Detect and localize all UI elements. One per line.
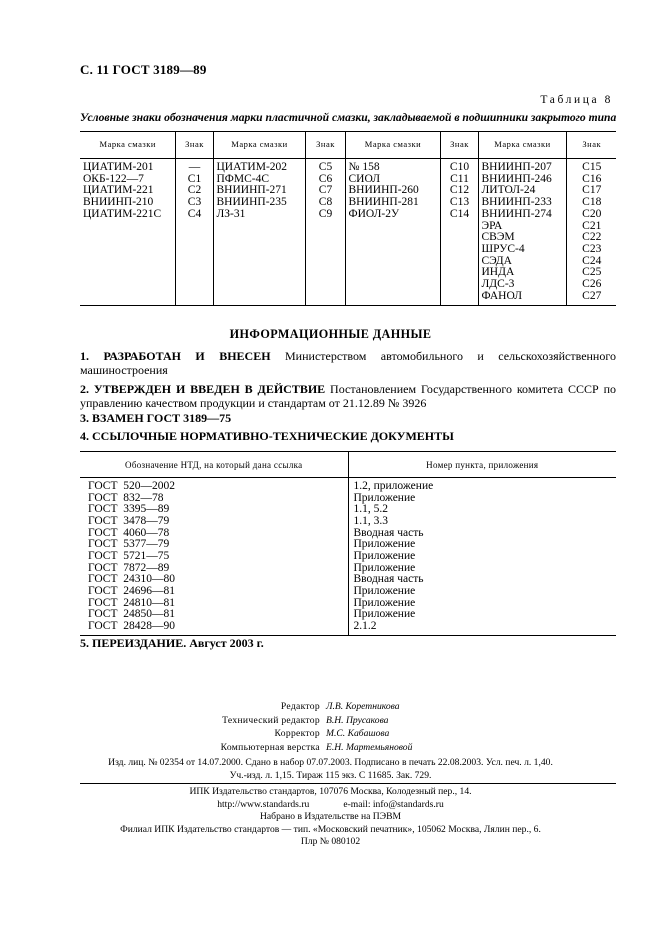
mark-sign: С11 xyxy=(440,174,478,186)
mark-sign: С21 xyxy=(566,221,616,233)
imprint-line: Изд. лиц. № 02354 от 14.07.2000. Сдано в набор 07.07.2003. Подписано в печать 22.08.2003. Усл. печ. л. 1,40. xyxy=(108,757,553,768)
column-header: Марка смазки xyxy=(213,132,305,159)
table-header-row xyxy=(80,132,616,159)
item-text: Постановлением Государственного комитета СССР по управлению качеством продукции и стандартам от 21.12.89 № 3926 xyxy=(80,382,617,410)
mark-sign xyxy=(305,221,345,233)
table-row xyxy=(80,551,616,563)
info-item-replaces xyxy=(80,411,616,425)
website-link[interactable]: http://www.standards.ru xyxy=(217,798,310,810)
mark-sign: С2 xyxy=(175,185,213,197)
mark-sign: С17 xyxy=(566,185,616,197)
table-row xyxy=(80,244,616,256)
document-designation: ГОСТ 3478—79 xyxy=(88,514,170,527)
mark-sign xyxy=(305,244,345,256)
clause-reference: Приложение xyxy=(348,539,616,551)
table-row xyxy=(80,209,616,221)
mark-sign xyxy=(175,256,213,268)
mark-sign xyxy=(440,256,478,268)
mark-sign xyxy=(305,256,345,268)
publisher-line: Набрано в Издательстве на ПЭВМ xyxy=(260,811,401,822)
grease-mark: ВНИИНП-210 xyxy=(83,196,154,209)
grease-mark xyxy=(345,232,440,244)
document-designation: ГОСТ 4060—78 xyxy=(88,526,170,539)
grease-mark xyxy=(80,244,175,256)
clause-reference: Приложение xyxy=(348,609,616,621)
table-row xyxy=(80,256,616,268)
clause-reference: 1.2, приложение xyxy=(348,478,616,493)
mark-sign xyxy=(305,267,345,279)
clause-reference: 1.1, 3.3 xyxy=(348,516,616,528)
document-designation: ГОСТ 28428—90 xyxy=(80,621,348,635)
table-row xyxy=(80,516,616,528)
mark-sign: С1 xyxy=(175,174,213,186)
grease-mark xyxy=(213,232,305,244)
table-row xyxy=(80,586,616,598)
mark-sign: С14 xyxy=(440,209,478,221)
column-header: Обозначение НТД, на который дана ссылка xyxy=(80,452,348,478)
mark-sign xyxy=(175,221,213,233)
grease-mark xyxy=(80,232,175,244)
table-row xyxy=(80,478,616,493)
grease-mark: № 158 xyxy=(345,159,440,174)
grease-mark xyxy=(80,221,175,233)
grease-mark: ФАНОЛ xyxy=(478,291,566,306)
item-lead: 2. УТВЕРЖДЕН И ВВЕДЕН В ДЕЙСТВИЕ xyxy=(80,382,326,396)
credit-role: Компьютерная верстка xyxy=(220,741,320,753)
mark-sign: С23 xyxy=(566,244,616,256)
credit-name: Е.Н. Мартемьяновой xyxy=(326,741,413,753)
grease-mark: СЭДА xyxy=(478,256,566,268)
table-header-row xyxy=(80,452,616,478)
document-designation: ГОСТ 24310—80 xyxy=(88,573,176,586)
grease-mark xyxy=(345,256,440,268)
table-number: Таблица 8 xyxy=(540,94,613,106)
mark-sign xyxy=(440,291,478,306)
grease-mark: ПФМС-4С xyxy=(213,174,305,186)
references-table xyxy=(80,451,616,636)
grease-mark: ЭРА xyxy=(478,221,566,233)
document-designation: ГОСТ 7872—89 xyxy=(88,561,170,574)
mark-sign: С18 xyxy=(566,197,616,209)
clause-reference: Вводная часть xyxy=(348,574,616,586)
staff-credits xyxy=(0,700,661,754)
grease-mark: ВНИИНП-274 xyxy=(478,209,566,221)
mark-sign xyxy=(305,291,345,306)
grease-mark xyxy=(345,221,440,233)
info-item-reissue xyxy=(80,636,616,650)
document-designation: ГОСТ 832—78 xyxy=(88,491,164,504)
publisher-line: Плр № 080102 xyxy=(300,836,361,847)
imprint-line: Уч.-изд. л. 1,15. Тираж 115 экз. С 11685. Зак. 729. xyxy=(229,770,432,781)
item-lead: 3. ВЗАМЕН ГОСТ 3189—75 xyxy=(80,411,232,425)
grease-mark xyxy=(213,267,305,279)
credit-role: Корректор xyxy=(274,728,320,739)
grease-mark xyxy=(213,221,305,233)
mark-sign: С13 xyxy=(440,197,478,209)
grease-mark: ЛИТОЛ-24 xyxy=(478,185,566,197)
clause-reference: Приложение xyxy=(348,493,616,505)
grease-mark: ШРУС-4 xyxy=(478,244,566,256)
grease-mark: ЦИАТИМ-221С xyxy=(83,207,162,220)
table-row xyxy=(80,174,616,186)
mark-sign xyxy=(440,232,478,244)
email-link[interactable]: e-mail: info@standards.ru xyxy=(343,798,444,810)
mark-sign: С9 xyxy=(305,209,345,221)
column-header: Марка смазки xyxy=(80,132,175,159)
grease-mark: ВНИИНП-233 xyxy=(478,197,566,209)
publisher-line: ИПК Издательство стандартов, 107076 Москва, Колодезный пер., 14. xyxy=(189,786,472,797)
table-row xyxy=(80,159,616,174)
grease-mark xyxy=(213,291,305,306)
mark-sign xyxy=(175,279,213,291)
mark-sign xyxy=(440,267,478,279)
table-row xyxy=(80,267,616,279)
grease-mark: ЦИАТИМ-202 xyxy=(213,159,305,174)
mark-sign: С8 xyxy=(305,197,345,209)
print-imprint xyxy=(0,756,661,782)
column-header: Марка смазки xyxy=(478,132,566,159)
mark-sign xyxy=(440,244,478,256)
clause-reference: Приложение xyxy=(348,586,616,598)
mark-sign xyxy=(440,279,478,291)
credit-role: Технический редактор xyxy=(222,714,320,726)
mark-sign: С5 xyxy=(305,159,345,174)
publisher-contacts xyxy=(0,799,661,812)
table-row xyxy=(80,621,616,635)
column-header: Знак xyxy=(440,132,478,159)
mark-sign: С25 xyxy=(566,267,616,279)
grease-mark: ВНИИНП-271 xyxy=(213,185,305,197)
grease-mark xyxy=(80,291,175,306)
credit-role: Редактор xyxy=(280,701,320,712)
table-row xyxy=(80,279,616,291)
item-lead: 5. ПЕРЕИЗДАНИЕ. Август 2003 г. xyxy=(80,636,264,650)
table-row xyxy=(80,232,616,244)
grease-mark: ВНИИНП-235 xyxy=(213,197,305,209)
item-text: Министерством автомобильного и сельскохозяйственного машиностроения xyxy=(80,349,616,377)
grease-mark: ЦИАТИМ-221 xyxy=(83,184,154,197)
mark-sign xyxy=(440,221,478,233)
document-designation: ГОСТ 24696—81 xyxy=(88,584,176,597)
credit-name: В.Н. Прусакова xyxy=(326,714,389,726)
column-header: Знак xyxy=(175,132,213,159)
mark-sign xyxy=(175,291,213,306)
column-header: Знак xyxy=(305,132,345,159)
info-item-developed xyxy=(80,349,616,377)
mark-sign xyxy=(305,232,345,244)
grease-marks-table xyxy=(80,131,616,306)
mark-sign: — xyxy=(175,159,213,174)
clause-reference: Приложение xyxy=(348,551,616,563)
grease-mark xyxy=(213,244,305,256)
grease-mark: ВНИИНП-246 xyxy=(478,174,566,186)
table-row xyxy=(80,221,616,233)
grease-mark xyxy=(213,256,305,268)
grease-mark xyxy=(345,279,440,291)
grease-mark: ВНИИНП-260 xyxy=(345,185,440,197)
grease-mark xyxy=(345,244,440,256)
mark-sign xyxy=(175,244,213,256)
mark-sign: С26 xyxy=(566,279,616,291)
credit-row xyxy=(0,727,661,741)
mark-sign: С22 xyxy=(566,232,616,244)
mark-sign: С3 xyxy=(175,197,213,209)
grease-mark: ЛДС-3 xyxy=(478,279,566,291)
document-designation: ГОСТ 24810—81 xyxy=(88,596,176,609)
mark-sign: С24 xyxy=(566,256,616,268)
info-item-references xyxy=(80,429,616,443)
table-caption: Условные знаки обозначения марки пластичной смазки, закладываемой в подшипники закрытого типа xyxy=(80,111,617,124)
mark-sign xyxy=(305,279,345,291)
mark-sign xyxy=(175,267,213,279)
grease-mark xyxy=(80,256,175,268)
grease-mark: СВЭМ xyxy=(478,232,566,244)
grease-mark xyxy=(80,279,175,291)
grease-mark: ЦИАТИМ-201 xyxy=(83,161,154,173)
clause-reference: Приложение xyxy=(348,563,616,575)
column-header: Марка смазки xyxy=(345,132,440,159)
grease-mark xyxy=(80,267,175,279)
grease-mark xyxy=(345,291,440,306)
item-lead: 1. РАЗРАБОТАН И ВНЕСЕН xyxy=(80,349,271,363)
document-designation: ГОСТ 3395—89 xyxy=(88,503,170,516)
publisher-line: Филиал ИПК Издательство стандартов — тип. «Московский печатник», 105062 Москва, Лялин пер., 6. xyxy=(120,823,541,835)
credit-row xyxy=(0,714,661,728)
mark-sign: С4 xyxy=(175,209,213,221)
grease-mark xyxy=(213,279,305,291)
page-header: С. 11 ГОСТ 3189—89 xyxy=(80,62,207,77)
mark-sign: С6 xyxy=(305,174,345,186)
info-item-approved xyxy=(80,382,616,410)
mark-sign: С16 xyxy=(566,174,616,186)
clause-reference: Приложение xyxy=(348,598,616,610)
mark-sign xyxy=(175,232,213,244)
grease-mark: ОКБ-122—7 xyxy=(83,172,144,185)
credit-name: М.С. Кабашова xyxy=(326,728,390,739)
grease-mark: ВНИИНП-281 xyxy=(345,197,440,209)
document-designation: ГОСТ 24850—81 xyxy=(88,608,176,621)
credit-row xyxy=(0,700,661,714)
document-designation: ГОСТ 5721—75 xyxy=(88,549,170,562)
publisher-info xyxy=(0,786,661,849)
grease-marks-body xyxy=(80,159,616,306)
clause-reference: 1.1, 5.2 xyxy=(348,504,616,516)
credit-row xyxy=(0,741,661,755)
grease-mark: ФИОЛ-2У xyxy=(345,209,440,221)
column-header: Знак xyxy=(566,132,616,159)
clause-reference: Вводная часть xyxy=(348,528,616,540)
mark-sign: С15 xyxy=(566,159,616,174)
table-row xyxy=(80,291,616,306)
grease-mark: ВНИИНП-207 xyxy=(478,159,566,174)
credit-name: Л.В. Коретникова xyxy=(326,701,400,712)
item-lead: 4. ССЫЛОЧНЫЕ НОРМАТИВНО-ТЕХНИЧЕСКИЕ ДОКУМЕНТЫ xyxy=(80,429,454,443)
grease-mark: ЛЗ-31 xyxy=(213,209,305,221)
document-designation: ГОСТ 520—2002 xyxy=(88,480,176,492)
grease-mark: ИНДА xyxy=(478,267,566,279)
mark-sign: С20 xyxy=(566,209,616,221)
info-title: ИНФОРМАЦИОННЫЕ ДАННЫЕ xyxy=(229,327,432,341)
mark-sign: С27 xyxy=(566,291,616,306)
document-designation: ГОСТ 5377—79 xyxy=(88,538,170,551)
column-header: Номер пункта, приложения xyxy=(348,452,616,478)
clause-reference: 2.1.2 xyxy=(348,621,616,635)
references-body xyxy=(80,478,616,636)
mark-sign: С10 xyxy=(440,159,478,174)
mark-sign: С7 xyxy=(305,185,345,197)
divider xyxy=(80,783,616,784)
grease-mark: СИОЛ xyxy=(345,174,440,186)
grease-mark xyxy=(345,267,440,279)
mark-sign: С12 xyxy=(440,185,478,197)
